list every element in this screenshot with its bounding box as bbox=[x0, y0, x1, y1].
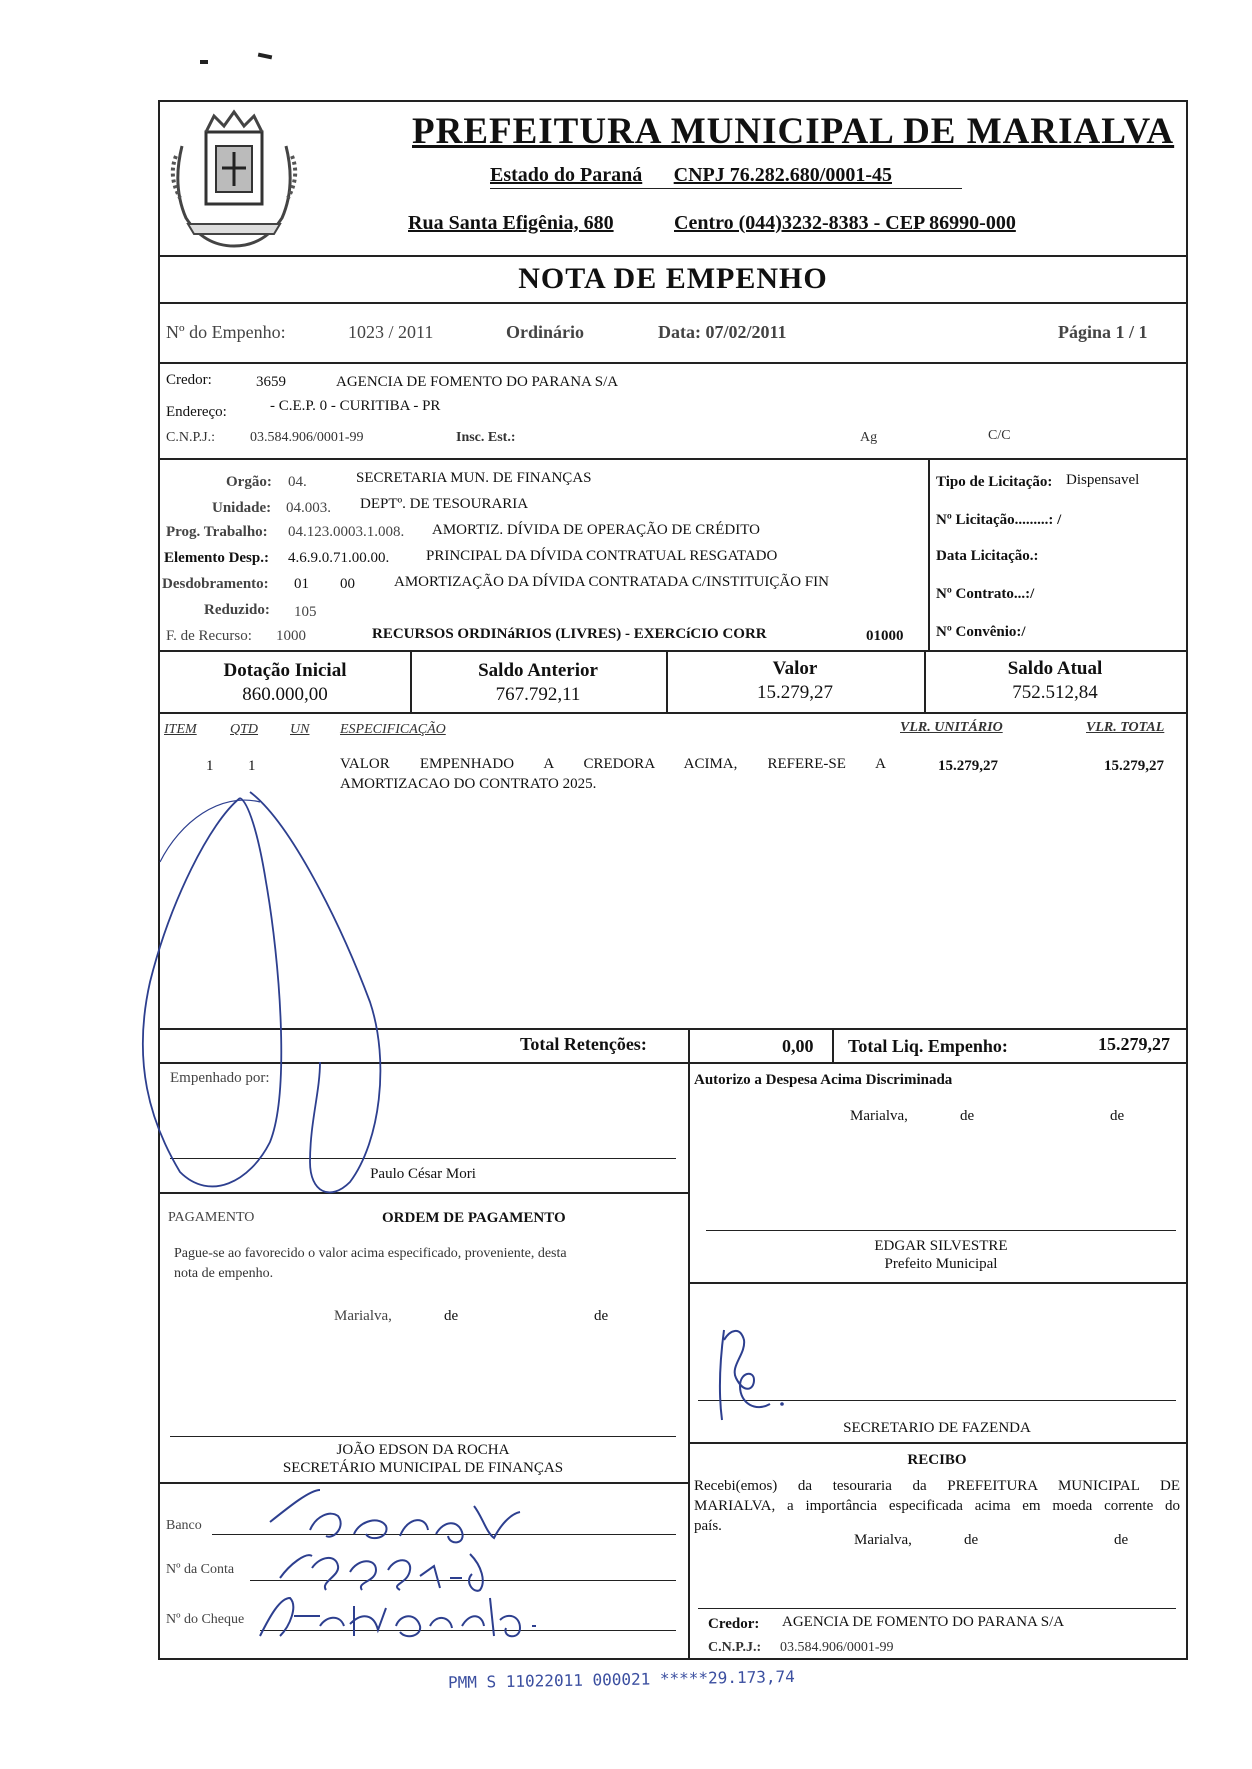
divider bbox=[928, 458, 930, 650]
licitacao-contrato: Nº Contrato...:/ bbox=[936, 586, 1035, 602]
recibo-line1: Recebi(emos) da tesouraria da PREFEITURA MUNICIPAL DE bbox=[694, 1478, 1180, 1494]
row-spec-line1: VALOR EMPENHADO A CREDORA ACIMA, REFERE-SE A bbox=[340, 756, 886, 772]
divider bbox=[160, 255, 1186, 257]
valor-value: 15.279,27 bbox=[757, 682, 833, 703]
header-cnpj: CNPJ 76.282.680/0001-45 bbox=[673, 164, 892, 186]
liq-value: 15.279,27 bbox=[1098, 1034, 1170, 1054]
reduzido-value: 105 bbox=[294, 604, 317, 620]
recibo-de1: de bbox=[964, 1532, 979, 1548]
col-total: VLR. TOTAL bbox=[1086, 720, 1165, 735]
pagamento-text-line2: nota de empenho. bbox=[174, 1266, 274, 1281]
desdobramento-code2: 00 bbox=[340, 576, 355, 592]
autorizo-de1: de bbox=[960, 1108, 975, 1124]
pagamento-label: PAGAMENTO bbox=[168, 1210, 255, 1225]
divider bbox=[160, 650, 1186, 652]
nota-form bbox=[158, 100, 1188, 1660]
divider bbox=[688, 1442, 1186, 1444]
recibo-cnpj-label: C.N.P.J.: bbox=[708, 1640, 762, 1655]
signature-line bbox=[698, 1608, 1176, 1609]
prog-name: AMORTIZ. DÍVIDA DE OPERAÇÃO DE CRÉDITO bbox=[432, 522, 760, 538]
row-total: 15.279,27 bbox=[1104, 758, 1164, 774]
header-title: PREFEITURA MUNICIPAL DE MARIALVA bbox=[412, 111, 1175, 152]
recurso-name: RECURSOS ORDINáRIOS (LIVRES) - EXERCíCIO CORR bbox=[372, 626, 767, 642]
elemento-label: Elemento Desp.: bbox=[164, 550, 269, 566]
recibo-line3: país. bbox=[694, 1518, 722, 1534]
handwritten-bank-details bbox=[250, 1486, 690, 1658]
col-qtd: QTD bbox=[230, 722, 259, 737]
financas-role: SECRETÁRIO MUNICIPAL DE FINANÇAS bbox=[282, 1460, 564, 1476]
pagamento-text-line1: Pague-se ao favorecido o valor acima especificado, proveniente, desta bbox=[174, 1246, 567, 1261]
desdobramento-name: AMORTIZAÇÃO DA DÍVIDA CONTRATADA C/INSTITUIÇÃO FIN bbox=[394, 574, 829, 590]
recibo-de2: de bbox=[1114, 1532, 1129, 1548]
pagamento-de1: de bbox=[444, 1308, 459, 1324]
empenho-date: Data: 07/02/2011 bbox=[658, 322, 787, 342]
elemento-name: PRINCIPAL DA DÍVIDA CONTRATUAL RESGATADO bbox=[426, 548, 778, 564]
autorizo-de2: de bbox=[1110, 1108, 1125, 1124]
header-street: Rua Santa Efigênia, 680 bbox=[408, 212, 614, 234]
elemento-code: 4.6.9.0.71.00.00. bbox=[288, 550, 390, 566]
divider bbox=[160, 458, 1186, 460]
header-address: Centro (044)3232-8383 - CEP 86990-000 bbox=[674, 212, 1016, 234]
empenho-number: 1023 / 2011 bbox=[348, 322, 434, 342]
valor-label: Valor bbox=[772, 658, 818, 679]
prog-label: Prog. Trabalho: bbox=[166, 524, 268, 540]
recibo-label: RECIBO bbox=[907, 1452, 967, 1468]
autorizo-city: Marialva, bbox=[850, 1108, 908, 1124]
divider bbox=[832, 1028, 834, 1062]
licitacao-convenio: Nº Convênio:/ bbox=[936, 624, 1026, 640]
signature-line bbox=[706, 1230, 1176, 1231]
orgao-name: SECRETARIA MUN. DE FINANÇAS bbox=[356, 470, 592, 486]
saldo-atual-label: Saldo Atual bbox=[1007, 658, 1103, 679]
cheque-label: Nº do Cheque bbox=[166, 1612, 245, 1627]
handwritten-initials bbox=[710, 1320, 800, 1430]
divider bbox=[160, 362, 1186, 364]
desdobramento-label: Desdobramento: bbox=[162, 576, 269, 592]
col-spec: ESPECIFICAÇÃO bbox=[340, 722, 446, 737]
signature-line bbox=[170, 1436, 676, 1437]
financas-name: JOÃO EDSON DA ROCHA bbox=[336, 1442, 510, 1458]
scan-mark bbox=[258, 53, 273, 60]
dotacao-label: Dotação Inicial bbox=[223, 660, 347, 681]
autorizo-label: Autorizo a Despesa Acima Discriminada bbox=[694, 1072, 953, 1088]
licitacao-num: Nº Licitação.........: / bbox=[936, 512, 1062, 528]
cnpj-value: 03.584.906/0001-99 bbox=[250, 430, 364, 445]
divider bbox=[688, 1282, 1186, 1284]
recurso-code2: 01000 bbox=[866, 628, 904, 644]
endereco-label: Endereço: bbox=[166, 404, 227, 420]
col-item: ITEM bbox=[164, 722, 197, 737]
licitacao-tipo-label: Tipo de Licitação: bbox=[936, 474, 1053, 490]
col-un: UN bbox=[290, 722, 310, 737]
credor-code: 3659 bbox=[256, 374, 286, 390]
row-qtd: 1 bbox=[248, 758, 256, 774]
header-state: Estado do Paraná bbox=[490, 164, 643, 186]
prefeito-role: Prefeito Municipal bbox=[884, 1256, 998, 1272]
scan-mark bbox=[200, 60, 208, 64]
col-unit: VLR. UNITÁRIO bbox=[900, 720, 1003, 735]
saldo-atual-value: 752.512,84 bbox=[1012, 682, 1098, 703]
insc-label: Insc. Est.: bbox=[456, 430, 516, 445]
recibo-credor-name: AGENCIA DE FOMENTO DO PARANA S/A bbox=[782, 1614, 1065, 1630]
reduzido-label: Reduzido: bbox=[204, 602, 270, 618]
recibo-cnpj: 03.584.906/0001-99 bbox=[780, 1640, 894, 1655]
empenhado-name: Paulo César Mori bbox=[370, 1166, 476, 1182]
orgao-code: 04. bbox=[288, 474, 307, 490]
empenhado-label: Empenhado por: bbox=[170, 1070, 270, 1086]
liq-label: Total Liq. Empenho: bbox=[848, 1036, 1008, 1056]
divider bbox=[160, 712, 1186, 714]
recurso-label: F. de Recurso: bbox=[166, 628, 252, 644]
saldo-anterior-value: 767.792,11 bbox=[495, 684, 581, 705]
cc-label: C/C bbox=[988, 428, 1011, 443]
empenho-number-label: Nº do Empenho: bbox=[166, 322, 286, 342]
desdobramento-code1: 01 bbox=[294, 576, 309, 592]
secretario-fazenda: SECRETARIO DE FAZENDA bbox=[843, 1420, 1031, 1436]
recurso-code: 1000 bbox=[276, 628, 306, 644]
row-spec-line2: AMORTIZACAO DO CONTRATO 2025. bbox=[340, 776, 597, 792]
unidade-name: DEPTº. DE TESOURARIA bbox=[360, 496, 529, 512]
credor-name: AGENCIA DE FOMENTO DO PARANA S/A bbox=[336, 374, 619, 390]
payment-stamp: PMM S 11022011 000021 *****29.173,74 bbox=[447, 1666, 795, 1693]
doc-title: NOTA DE EMPENHO bbox=[518, 262, 828, 295]
recibo-line2: MARIALVA, a importância especificada acima em moeda corrente do bbox=[694, 1498, 1180, 1514]
ag-label: Ag bbox=[860, 430, 878, 445]
ordem-pagamento: ORDEM DE PAGAMENTO bbox=[382, 1210, 566, 1226]
empenho-page: Página 1 / 1 bbox=[1058, 322, 1148, 342]
credor-label: Credor: bbox=[166, 372, 212, 388]
row-item: 1 bbox=[206, 758, 214, 774]
licitacao-data: Data Licitação.: bbox=[936, 548, 1039, 564]
pagamento-de2: de bbox=[594, 1308, 609, 1324]
recibo-credor-label: Credor: bbox=[708, 1616, 760, 1632]
empenho-type: Ordinário bbox=[506, 322, 585, 342]
banco-label: Banco bbox=[166, 1518, 202, 1533]
municipal-coat-of-arms bbox=[164, 106, 304, 254]
handwritten-signature bbox=[140, 762, 440, 1202]
endereco-value: - C.E.P. 0 - CURITIBA - PR bbox=[270, 398, 441, 414]
recibo-city: Marialva, bbox=[854, 1532, 912, 1548]
prog-code: 04.123.0003.1.008. bbox=[288, 524, 405, 540]
divider bbox=[160, 302, 1186, 304]
retencoes-value: 0,00 bbox=[782, 1036, 814, 1056]
licitacao-tipo: Dispensavel bbox=[1066, 472, 1140, 488]
dotacao-value: 860.000,00 bbox=[242, 684, 328, 705]
unidade-code: 04.003. bbox=[286, 500, 331, 516]
divider bbox=[160, 1482, 688, 1484]
row-unit: 15.279,27 bbox=[938, 758, 998, 774]
cnpj-label: C.N.P.J.: bbox=[166, 430, 216, 445]
retencoes-label: Total Retenções: bbox=[520, 1034, 647, 1054]
saldo-anterior-label: Saldo Anterior bbox=[478, 660, 598, 681]
orgao-label: Orgão: bbox=[226, 474, 272, 490]
prefeito-name: EDGAR SILVESTRE bbox=[874, 1238, 1008, 1254]
header-state-underline bbox=[490, 188, 962, 189]
unidade-label: Unidade: bbox=[212, 500, 272, 516]
conta-label: Nº da Conta bbox=[166, 1562, 235, 1577]
divider bbox=[688, 1028, 690, 1062]
pagamento-city: Marialva, bbox=[334, 1308, 392, 1324]
